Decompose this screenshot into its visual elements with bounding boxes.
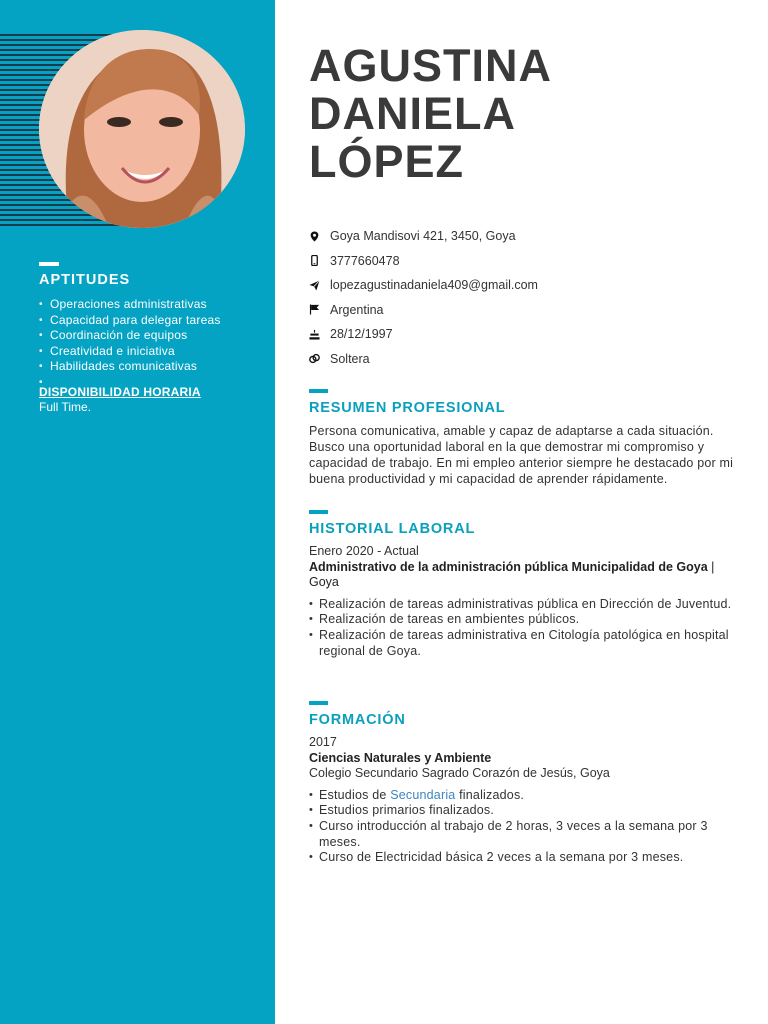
bullet-text: finalizados. <box>455 787 525 802</box>
education-section <box>309 701 739 866</box>
contact-email <box>309 273 739 298</box>
education-year: 2017 <box>309 735 337 749</box>
profile-photo <box>39 30 245 228</box>
list-item: • Operaciones administrativas <box>39 297 259 313</box>
aptitudes-heading: APTITUDES <box>39 272 131 288</box>
job-role: Administrativo de la administración pública Municipalidad de Goya <box>309 559 708 574</box>
education-bullets <box>309 788 739 867</box>
candidate-name <box>309 42 729 186</box>
aptitudes-list <box>39 297 259 383</box>
section-accent-bar <box>309 510 328 514</box>
section-accent-bar <box>309 701 328 705</box>
summary-text: Persona comunicativa, amable y capaz de adaptarse a cada situación. Busco una oportunidad laboral en la que demostrar mi compromiso y capacidad de trabajo. En mi empleo anterior siempre he destacado por mi buena productividad y mi capacidad de aprender rápidamente. <box>309 424 734 486</box>
education-school: Colegio Secundario Sagrado Corazón de Jesús, Goya <box>309 766 610 780</box>
list-item: • Creatividad e iniciativa <box>39 344 259 360</box>
sidebar <box>0 0 275 1024</box>
section-accent-bar <box>309 389 328 393</box>
send-icon <box>309 280 320 291</box>
name-line: LÓPEZ <box>309 136 465 187</box>
cake-icon <box>309 329 320 340</box>
phone-text: 3777660478 <box>330 253 400 268</box>
portrait-image <box>39 30 245 228</box>
availability-value: Full Time. <box>39 399 92 414</box>
marital-status-text: Soltera <box>330 351 370 366</box>
contact-birthdate <box>309 322 739 347</box>
country-text: Argentina <box>330 302 384 317</box>
list-item: • Realización de tareas en ambientes públicos. <box>309 612 739 628</box>
work-history-section <box>309 510 739 659</box>
list-item: • Curso de Electricidad básica 2 veces a la semana por 3 meses. <box>309 850 739 866</box>
job-bullets <box>309 597 739 660</box>
phone-icon <box>309 255 320 266</box>
aptitudes-section <box>39 262 259 414</box>
name-line: DANIELA <box>309 88 516 139</box>
secundaria-link[interactable]: Secundaria <box>390 787 456 802</box>
separator: | <box>707 559 715 574</box>
list-item: • Realización de tareas administrativas pública en Dirección de Juventud. <box>309 597 739 613</box>
job-location: Goya <box>309 575 339 589</box>
summary-heading: RESUMEN PROFESIONAL <box>309 400 506 416</box>
contact-country <box>309 298 739 323</box>
email-text: lopezagustinadaniela409@gmail.com <box>330 278 538 293</box>
list-item <box>309 788 739 804</box>
list-item: • Curso introducción al trabajo de 2 horas, 3 veces a la semana por 3 meses. <box>309 819 739 850</box>
list-item: • Habilidades comunicativas <box>39 359 259 375</box>
contact-phone <box>309 249 739 274</box>
list-item <box>39 375 259 383</box>
birthdate-text: 28/12/1997 <box>330 327 393 342</box>
list-item: • Realización de tareas administrativa en Citología patológica en hospital regional de Goya. <box>309 628 739 659</box>
education-degree <box>309 751 739 767</box>
job-title <box>309 560 739 591</box>
education-heading: FORMACIÓN <box>309 712 406 728</box>
section-accent-bar <box>39 262 59 266</box>
bullet-text: Estudios de <box>319 787 391 802</box>
list-item: • Coordinación de equipos <box>39 328 259 344</box>
rings-icon <box>309 353 320 364</box>
contact-marital-status <box>309 347 739 372</box>
summary-section <box>309 389 739 487</box>
name-line: AGUSTINA <box>309 40 552 91</box>
work-history-heading: HISTORIAL LABORAL <box>309 521 476 537</box>
availability-heading: DISPONIBILIDAD HORARIA <box>39 384 201 399</box>
address-text: Goya Mandisovi 421, 3450, Goya <box>330 229 516 244</box>
job-date: Enero 2020 - Actual <box>309 544 419 558</box>
flag-icon <box>309 304 320 315</box>
list-item: • Estudios primarios finalizados. <box>309 803 739 819</box>
contact-info <box>309 224 739 371</box>
list-item: • Capacidad para delegar tareas <box>39 313 259 329</box>
location-icon <box>309 231 320 242</box>
contact-address <box>309 224 739 249</box>
degree-text: Ciencias Naturales y Ambiente <box>309 750 492 765</box>
